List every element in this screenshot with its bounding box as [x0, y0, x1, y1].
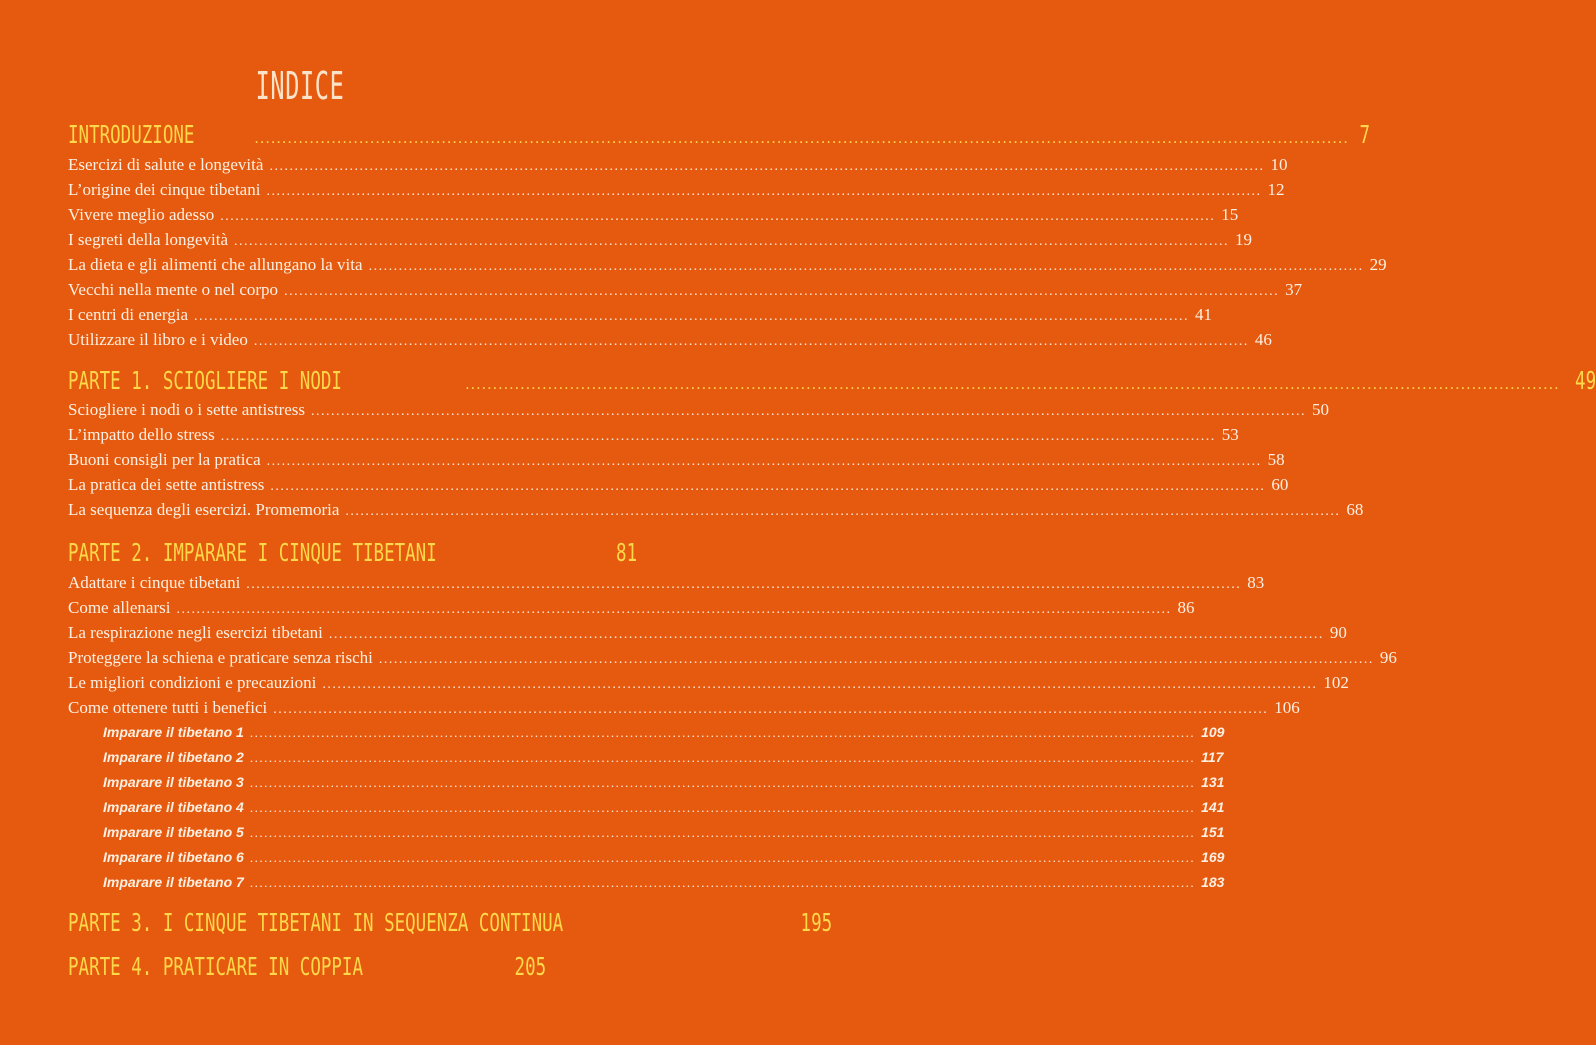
- toc-entry-label: La sequenza degli esercizi. Promemoria: [68, 500, 340, 519]
- toc-page-number: 109: [1201, 724, 1225, 740]
- toc-entry[interactable]: [68, 673, 1349, 698]
- toc-page-number: 29: [1369, 255, 1387, 274]
- toc-entry[interactable]: [68, 330, 1272, 355]
- toc-page-number: 90: [1329, 623, 1347, 642]
- toc-page-number: 169: [1201, 849, 1225, 865]
- dot-leader: [284, 284, 1279, 300]
- dot-leader: [250, 825, 1195, 841]
- dot-leader: [176, 602, 1171, 618]
- toc-page-number: 19: [1235, 230, 1253, 249]
- toc-page-number: 10: [1270, 155, 1288, 174]
- toc-entry-label: I segreti della longevità: [68, 230, 229, 249]
- toc-subentry[interactable]: [103, 774, 1225, 799]
- toc-page-number: 195: [800, 908, 833, 937]
- toc-entry[interactable]: [68, 500, 1364, 525]
- toc-page-number: 102: [1323, 673, 1349, 692]
- toc-page-number: 68: [1346, 500, 1364, 519]
- toc-page-number: 83: [1247, 573, 1265, 592]
- toc-subentry[interactable]: [103, 749, 1224, 774]
- toc-section-label: PARTE 3. I CINQUE TIBETANI IN SEQUENZA CONTINUA: [68, 908, 564, 937]
- toc-entry[interactable]: [68, 205, 1239, 230]
- toc-entry-label: Vivere meglio adesso: [68, 205, 215, 224]
- dot-leader: [194, 309, 1189, 325]
- toc-entry-label: La respirazione negli esercizi tibetani: [68, 623, 323, 642]
- toc-entry-label: I centri di energia: [68, 305, 189, 324]
- toc-entry[interactable]: [68, 598, 1195, 623]
- toc-subentry-label: Imparare il tibetano 1: [103, 724, 244, 740]
- toc-subentry[interactable]: [103, 799, 1225, 824]
- dot-leader: [250, 850, 1195, 866]
- toc-page-number: 183: [1201, 874, 1225, 890]
- dot-leader: [311, 404, 1306, 420]
- toc-subentry-label: Imparare il tibetano 3: [103, 774, 244, 790]
- toc-page-number: 60: [1271, 475, 1289, 494]
- toc-page-number: 41: [1195, 305, 1213, 324]
- toc-entry-label: La dieta e gli alimenti che allungano la vita: [68, 255, 363, 274]
- toc-page-number: 205: [514, 952, 547, 981]
- toc-entry[interactable]: [68, 180, 1285, 205]
- toc-entry[interactable]: [68, 475, 1289, 500]
- dot-leader: [234, 234, 1229, 250]
- toc-entry-label: Adattare i cinque tibetani: [68, 573, 241, 592]
- toc-section-parte-2[interactable]: [68, 538, 637, 568]
- dot-leader: [250, 875, 1195, 891]
- toc-entry[interactable]: [68, 255, 1387, 280]
- toc-section-introduzione[interactable]: [68, 120, 1371, 150]
- toc-entry[interactable]: [68, 648, 1397, 673]
- toc-entry-label: Proteggere la schiena e praticare senza rischi: [68, 648, 373, 667]
- toc-entry[interactable]: [68, 230, 1253, 255]
- dot-leader: [329, 627, 1324, 643]
- toc-entry-label: Le migliori condizioni e precauzioni: [68, 673, 317, 692]
- toc-entry-label: L’impatto dello stress: [68, 425, 215, 444]
- toc-subentry[interactable]: [103, 724, 1225, 749]
- toc-entry-label: Utilizzare il libro e i video: [68, 330, 248, 349]
- toc-page-number: 7: [1359, 120, 1371, 149]
- toc-entry-label: Buoni consigli per la pratica: [68, 450, 261, 469]
- toc-entry[interactable]: [68, 425, 1239, 450]
- toc-page-number: 49: [1574, 366, 1596, 395]
- dot-leader: [255, 130, 1350, 148]
- toc-page-number: 106: [1274, 698, 1300, 717]
- toc-entry-label: Vecchi nella mente o nel corpo: [68, 280, 279, 299]
- toc-section-parte-3[interactable]: [68, 908, 833, 938]
- toc-entry-label: Sciogliere i nodi o i sette antistress: [68, 400, 306, 419]
- toc-entry-label: La pratica dei sette antistress: [68, 475, 265, 494]
- toc-entry[interactable]: [68, 400, 1330, 425]
- toc-entry[interactable]: [68, 450, 1285, 475]
- dot-leader: [254, 334, 1249, 350]
- dot-leader: [369, 259, 1364, 275]
- toc-page-number: 50: [1312, 400, 1330, 419]
- dot-leader: [267, 454, 1262, 470]
- toc-page-number: 141: [1201, 799, 1225, 815]
- page-title: INDICE: [255, 64, 345, 108]
- toc-section-label: INTRODUZIONE: [68, 120, 195, 149]
- dot-leader: [266, 184, 1261, 200]
- toc-subentry-label: Imparare il tibetano 6: [103, 849, 244, 865]
- toc-subentry[interactable]: [103, 824, 1225, 849]
- dot-leader: [246, 577, 1241, 593]
- dot-leader: [221, 429, 1216, 445]
- toc-section-parte-1[interactable]: [68, 366, 1596, 396]
- toc-page-number: 96: [1379, 648, 1397, 667]
- toc-entry[interactable]: [68, 623, 1347, 648]
- dot-leader: [345, 504, 1340, 520]
- dot-leader: [379, 652, 1374, 668]
- toc-page-number: 46: [1254, 330, 1272, 349]
- toc-section-label: PARTE 2. IMPARARE I CINQUE TIBETANI: [68, 538, 437, 567]
- dot-leader: [220, 209, 1215, 225]
- toc-page-number: 81: [615, 538, 637, 567]
- dot-leader: [250, 750, 1195, 766]
- toc-page-number: 58: [1267, 450, 1285, 469]
- toc-page-number: 12: [1267, 180, 1285, 199]
- toc-page-number: 37: [1285, 280, 1303, 299]
- toc-subentry-label: Imparare il tibetano 5: [103, 824, 244, 840]
- toc-entry-label: Esercizi di salute e longevità: [68, 155, 264, 174]
- toc-page-number: 15: [1221, 205, 1239, 224]
- dot-leader: [322, 677, 1317, 693]
- dot-leader: [269, 159, 1264, 175]
- toc-entry[interactable]: [68, 573, 1265, 598]
- toc-entry[interactable]: [68, 280, 1303, 305]
- toc-entry-label: Come allenarsi: [68, 598, 171, 617]
- toc-entry-label: Come ottenere tutti i benefici: [68, 698, 268, 717]
- dot-leader: [270, 479, 1265, 495]
- toc-section-label: PARTE 1. SCIOGLIERE I NODI: [68, 366, 342, 395]
- toc-section-parte-4[interactable]: [68, 952, 547, 982]
- toc-page-number: 131: [1201, 774, 1225, 790]
- dot-leader: [250, 775, 1195, 791]
- dot-leader: [250, 725, 1195, 741]
- toc-page-number: 151: [1201, 824, 1225, 840]
- toc-section-label: PARTE 4. PRATICARE IN COPPIA: [68, 952, 364, 981]
- toc-subentry-label: Imparare il tibetano 7: [103, 874, 244, 890]
- toc-entry[interactable]: [68, 155, 1288, 180]
- toc-entry[interactable]: [68, 698, 1300, 723]
- dot-leader: [250, 800, 1195, 816]
- toc-page-number: 53: [1221, 425, 1239, 444]
- toc-entry-label: L’origine dei cinque tibetani: [68, 180, 261, 199]
- toc-page-number: 86: [1177, 598, 1195, 617]
- toc-subentry-label: Imparare il tibetano 2: [103, 749, 244, 765]
- toc-page-number: 117: [1201, 749, 1224, 765]
- toc-entry[interactable]: [68, 305, 1213, 330]
- dot-leader: [273, 702, 1268, 718]
- toc-subentry-label: Imparare il tibetano 4: [103, 799, 244, 815]
- toc-subentry[interactable]: [103, 849, 1225, 874]
- dot-leader: [465, 376, 1560, 394]
- toc-subentry[interactable]: [103, 874, 1225, 899]
